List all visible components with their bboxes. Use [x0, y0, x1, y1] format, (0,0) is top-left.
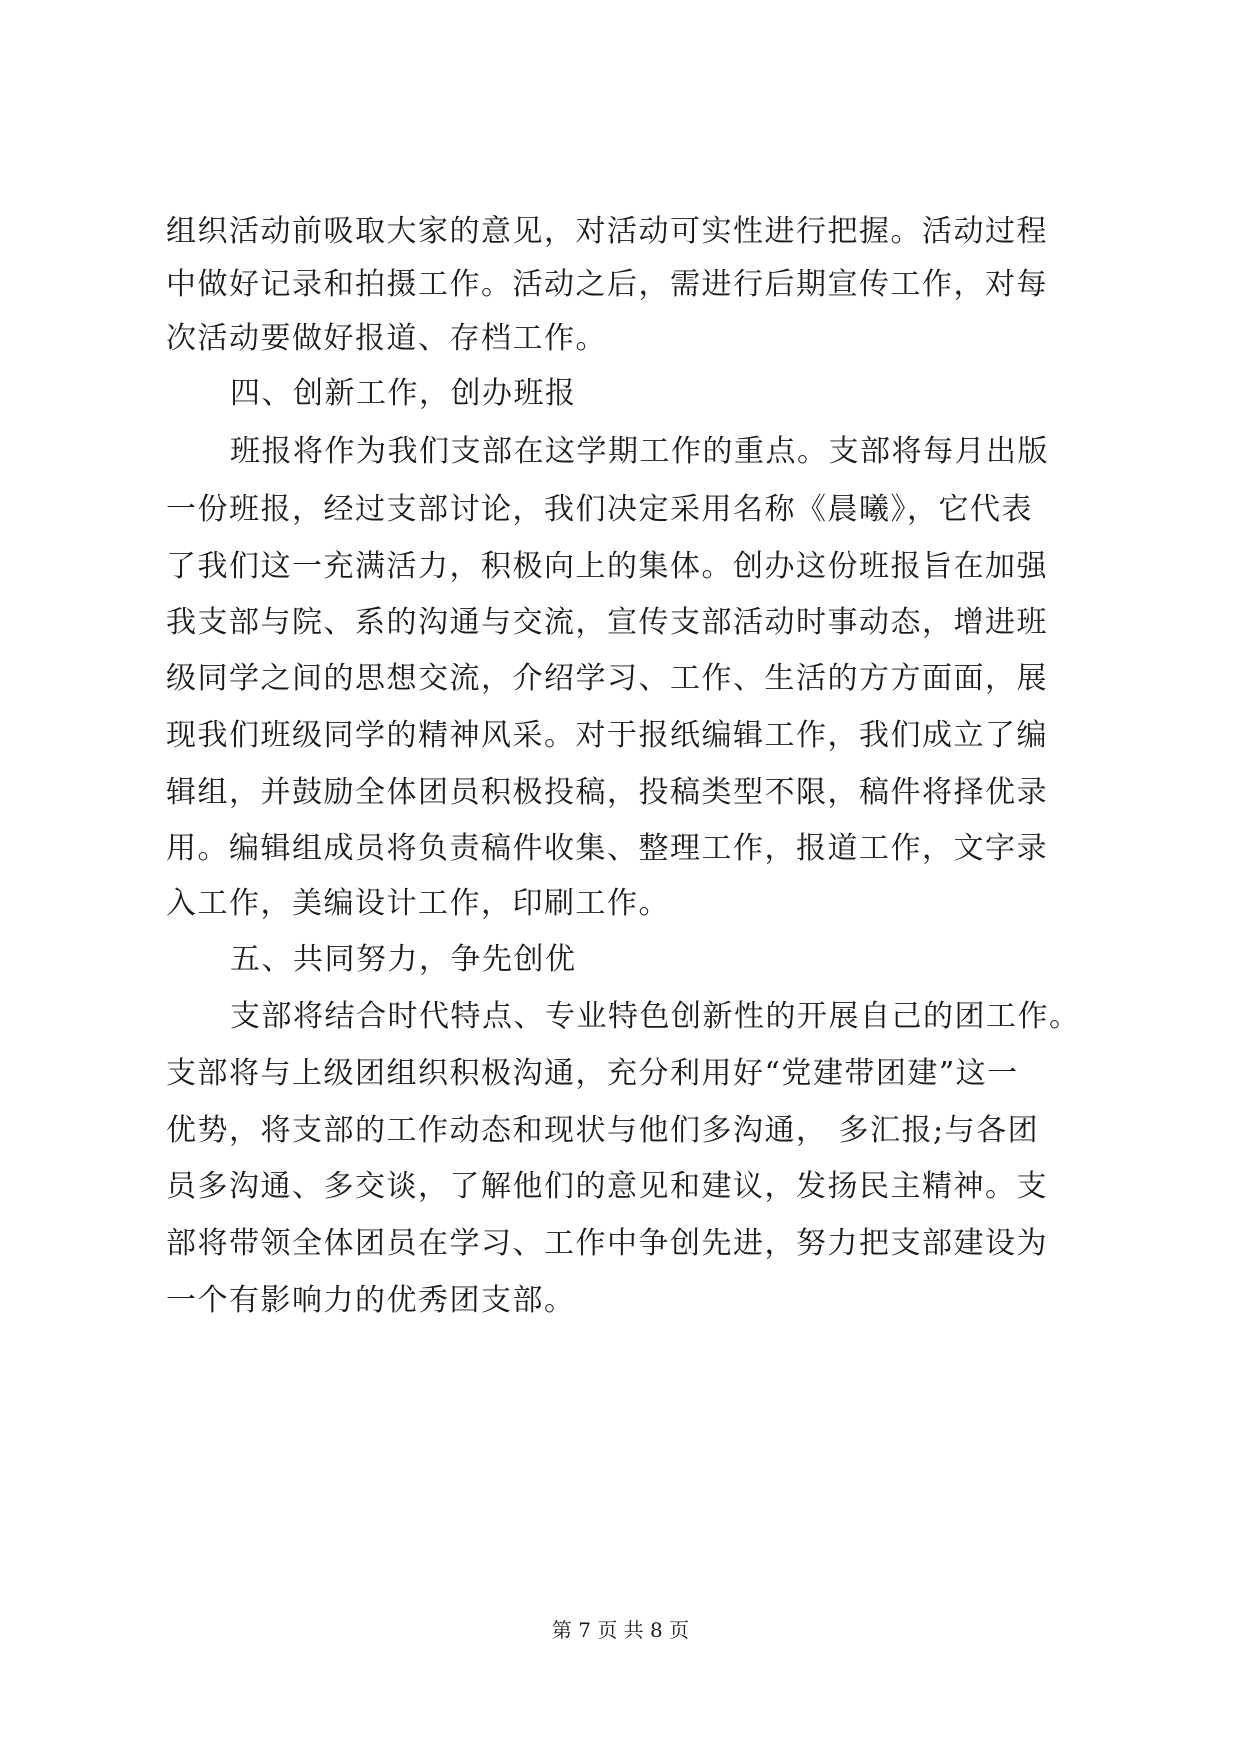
paragraph-line: 组织活动前吸取大家的意见，对活动可实性进行把握。活动过程: [166, 214, 1048, 249]
paragraph-line: 级同学之间的思想交流，介绍学习、工作、生活的方方面面，展: [166, 661, 1048, 696]
paragraph-line: 次活动要做好报道、存档工作。: [166, 321, 607, 356]
paragraph-line: 支部将与上级团组织积极沟通，充分利用好“党建带团建”这一: [166, 1056, 1019, 1091]
paragraph-line: 员多沟通、多交谈，了解他们的意见和建议，发扬民主精神。支: [166, 1169, 1048, 1204]
paragraph-line: 了我们这一充满活力，积极向上的集体。创办这份班报旨在加强: [166, 549, 1048, 584]
paragraph-line: 中做好记录和拍摄工作。活动之后，需进行后期宣传工作，对每: [166, 267, 1048, 302]
section-heading: 四、创新工作，创办班报: [230, 376, 577, 411]
paragraph-line: 部将带领全体团员在学习、工作中争创先进，努力把支部建设为: [166, 1226, 1048, 1261]
paragraph-line: 我支部与院、系的沟通与交流，宣传支部活动时事动态，增进班: [166, 605, 1048, 640]
section-heading: 五、共同努力，争先创优: [230, 942, 577, 977]
paragraph-line: 用。编辑组成员将负责稿件收集、整理工作，报道工作，文字录: [166, 831, 1048, 866]
paragraph-line: 辑组，并鼓励全体团员积极投稿，投稿类型不限，稿件将择优录: [166, 775, 1048, 810]
paragraph-line: 班报将作为我们支部在这学期工作的重点。支部将每月出版: [230, 434, 1049, 469]
paragraph-line: 入工作，美编设计工作，印刷工作。: [166, 886, 670, 921]
paragraph-line: 优势，将支部的工作动态和现状与他们多沟通， 多汇报;与各团: [166, 1113, 1040, 1148]
page-number-footer: 第 7 页 共 8 页: [551, 1618, 690, 1642]
paragraph-line: 一个有影响力的优秀团支部。: [166, 1283, 576, 1318]
paragraph-line: 支部将结合时代特点、专业特色创新性的开展自己的团工作。: [230, 999, 1081, 1034]
paragraph-line: 一份班报，经过支部讨论，我们决定采用名称《晨曦》，它代表: [166, 492, 1033, 527]
paragraph-line: 现我们班级同学的精神风采。对于报纸编辑工作，我们成立了编: [166, 718, 1048, 753]
